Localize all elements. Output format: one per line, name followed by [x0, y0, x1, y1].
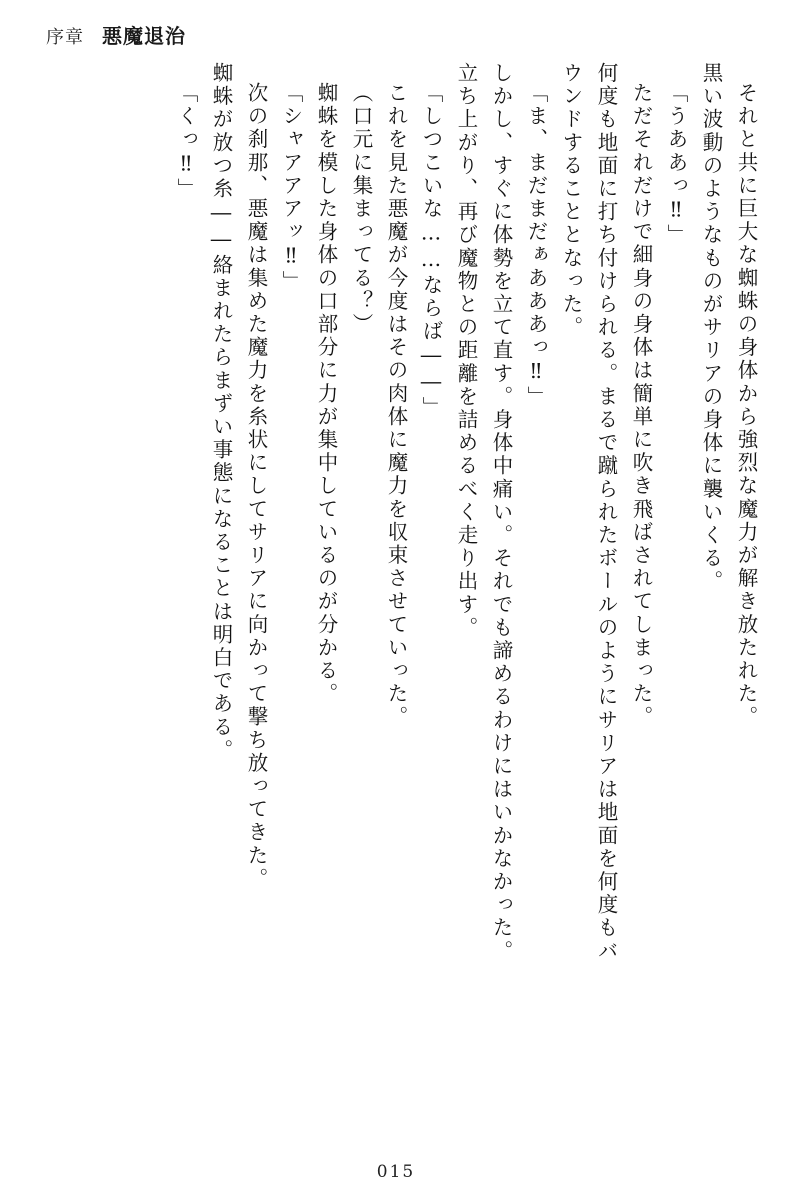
text-line: 蜘蛛が放つ糸――絡まれたらまずい事態になることは明白である。 — [209, 62, 233, 762]
running-head — [46, 20, 186, 49]
text-line: これを見た悪魔が今度はその肉体に魔力を収束させていった。 — [384, 82, 408, 729]
text-line: 「うああっ‼」 — [664, 82, 688, 248]
header-divider — [34, 12, 758, 13]
body-text — [36, 62, 756, 1130]
text-line: （口元に集まってる？） — [349, 82, 373, 337]
text-line: 「ま、まだまだぁあああっ‼」 — [524, 82, 548, 409]
text-line: 立ち上がり、再び魔物との距離を詰めるべく走り出す。 — [454, 62, 478, 640]
text-line: 黒い波動のようなものがサリアの身体に襲いくる。 — [699, 62, 723, 594]
chapter-number: 序章 — [46, 27, 84, 48]
text-line: 「シャアアアッ‼」 — [279, 82, 303, 294]
text-line: ただそれだけで細身の身体は簡単に吹き飛ばされてしまった。 — [629, 82, 653, 729]
chapter-title: 悪魔退治 — [102, 24, 186, 48]
text-line: しかし、すぐに体勢を立て直す。身体中痛い。それでも諦めるわけにはいかなかった。 — [489, 62, 513, 963]
text-line: 「しつこいな……ならば――」 — [419, 82, 443, 420]
text-line: 次の刹那、悪魔は集めた魔力を糸状にしてサリアに向かって撃ち放ってきた。 — [244, 82, 268, 891]
text-line: 蜘蛛を模した身体の口部分に力が集中しているのが分かる。 — [314, 82, 338, 706]
text-line: 「くっ‼」 — [174, 82, 198, 201]
text-line: ウンドすることとなった。 — [559, 62, 583, 340]
text-line: 何度も地面に打ち付けられる。まるで蹴られたボールのようにサリアは地面を何度もバ — [594, 62, 618, 963]
text-line: それと共に巨大な蜘蛛の身体から強烈な魔力が解き放たれた。 — [734, 82, 758, 729]
page-number: 015 — [376, 1162, 416, 1182]
